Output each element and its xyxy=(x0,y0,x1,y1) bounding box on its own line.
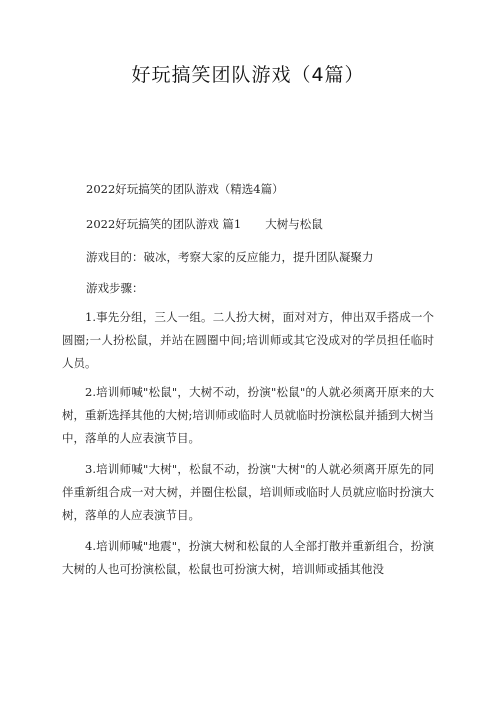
purpose-line: 游戏目的：破冰，考察大家的反应能力，提升团队凝聚力 xyxy=(86,250,374,264)
subtitle: 2022好玩搞笑的团队游戏（精选4篇） xyxy=(86,182,284,196)
step-paragraph-3: 3.培训师喊"大树"，松鼠不动，扮演"大树"的人就必须离开原先的同伴重新组合成一对大树，并圈住松鼠，培训师或临时人员就应临时扮演大树，落单的人应表演节目。 xyxy=(62,462,434,522)
step-paragraph-4: 4.培训师喊"地震"，扮演大树和松鼠的人全部打散并重新组合，扮演大树的人也可扮演松鼠，松鼠也可扮演大树，培训师或插其他没 xyxy=(62,539,434,576)
step-paragraph-2: 2.培训师喊"松鼠"，大树不动，扮演"松鼠"的人就必须离开原来的大树，重新选择其他的大树;培训师或临时人员就临时扮演松鼠并插到大树当中，落单的人应表演节目。 xyxy=(62,385,434,445)
steps-label: 游戏步骤： xyxy=(86,281,144,295)
section-heading-name: 大树与松鼠 xyxy=(265,217,323,231)
document-title: 好玩搞笑团队游戏（4篇） xyxy=(131,64,365,86)
section-heading-prefix: 2022好玩搞笑的团队游戏 篇1 xyxy=(86,217,242,231)
section-heading xyxy=(86,216,323,232)
step-paragraph-1: 1.事先分组，三人一组。二人扮大树，面对对方，伸出双手搭成一个圆圈;一人扮松鼠，并站在圆圈中间;培训师或其它没成对的学员担任临时人员。 xyxy=(62,310,434,370)
